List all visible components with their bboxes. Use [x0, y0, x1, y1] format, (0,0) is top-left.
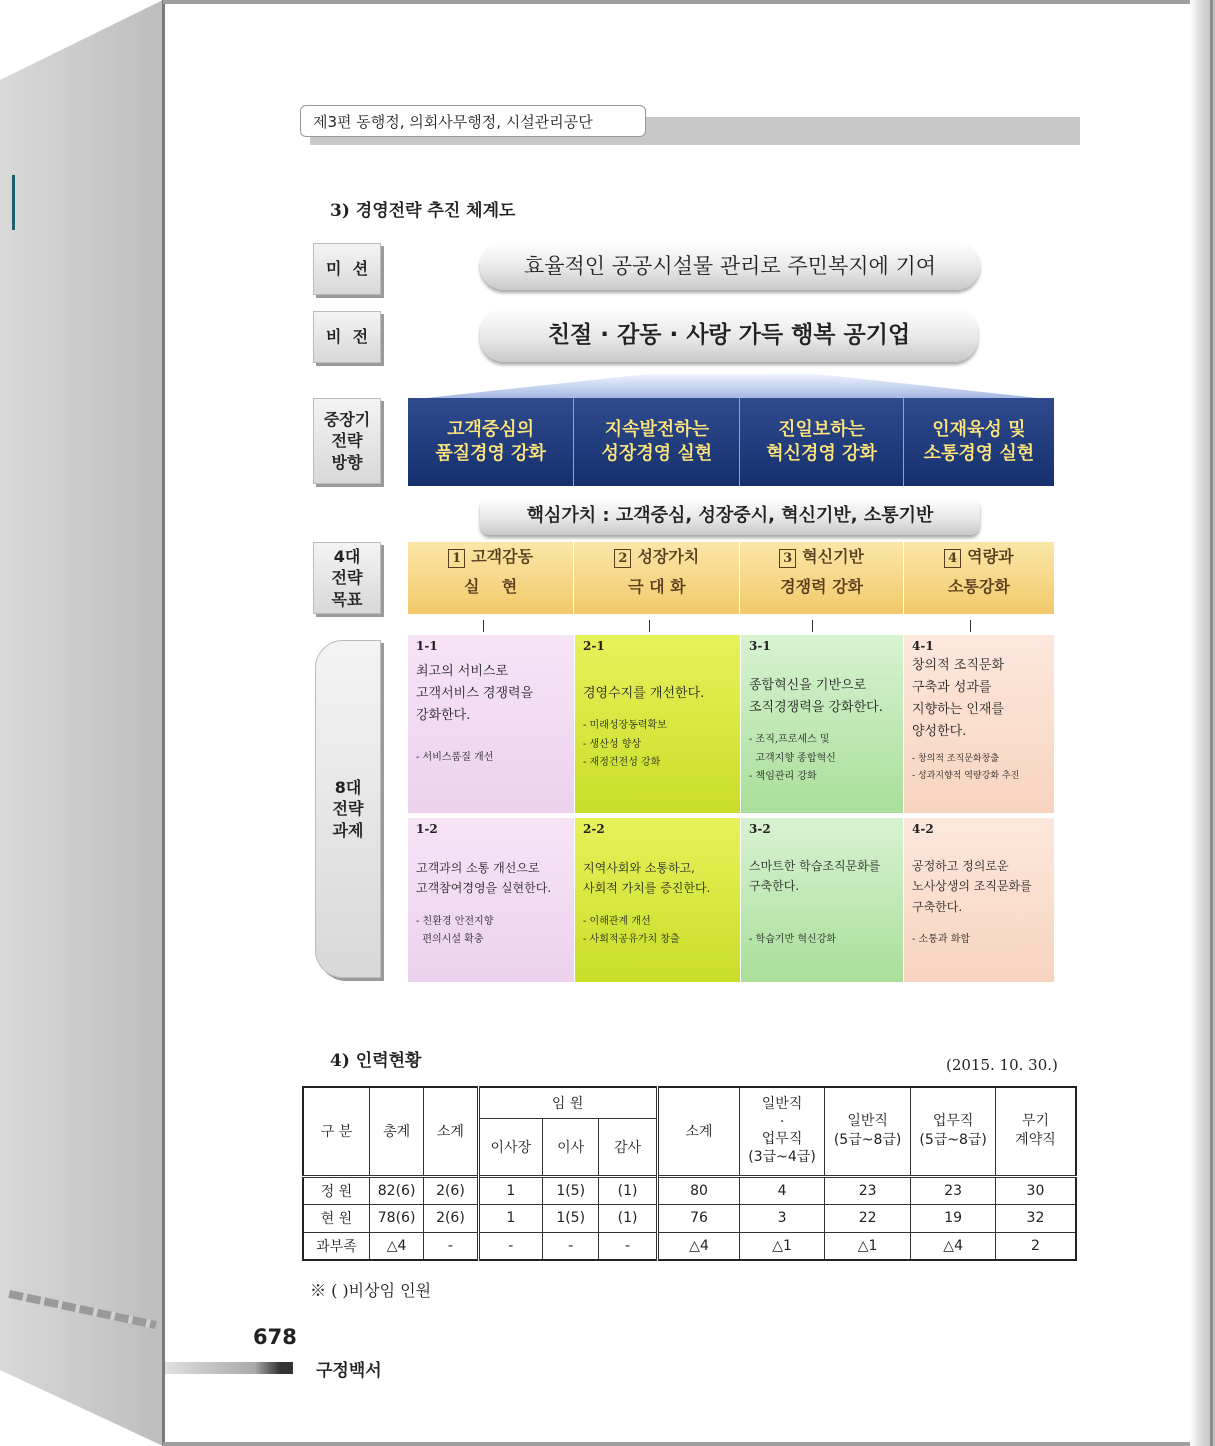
- table-cell: (1): [599, 1204, 657, 1232]
- header-staff-subtotal: 소계: [657, 1087, 740, 1176]
- spine-marker: [12, 175, 15, 230]
- table-cell: 2(6): [424, 1204, 478, 1232]
- table-cell: 19: [911, 1204, 996, 1232]
- header-work-lower: 업무직 (5급~8급): [911, 1087, 996, 1176]
- task-detail: - 친환경 안전지향 편의시설 확충: [416, 915, 494, 946]
- table-cell: 82(6): [369, 1176, 423, 1204]
- label-direction: 중장기 전략 방향: [313, 398, 381, 484]
- page-right-border: [1210, 0, 1213, 1446]
- table-cell: △4: [911, 1232, 996, 1260]
- goal-line1: 고객감동: [471, 547, 534, 566]
- task-detail: - 이해관계 개선 - 사회적공유가치 창출: [583, 915, 680, 946]
- task-text: 고객과의 소통 개선으로 고객참여경영을 실현한다.: [416, 861, 552, 896]
- header-total: 총계: [369, 1087, 423, 1176]
- staff-table: [302, 1086, 1077, 1261]
- task-text: 창의적 조직문화 구축과 성과를 지향하는 인재를 양성한다.: [912, 658, 1005, 740]
- row-label: 현 원: [303, 1204, 369, 1232]
- goal-line1: 혁신기반: [802, 547, 864, 566]
- goals-row: [408, 542, 1054, 614]
- direction-4: 인재육성 및 소통경영 실현: [904, 398, 1054, 486]
- table-cell: 1(5): [543, 1204, 599, 1232]
- task-text: 스마트한 학습조직문화를 구축한다.: [749, 859, 881, 894]
- table-cell: 23: [824, 1176, 911, 1204]
- connector-tick: [970, 620, 971, 632]
- task-text: 종합혁신을 기반으로 조직경쟁력을 강화한다.: [749, 678, 883, 716]
- header-general-lower: 일반직 (5급~8급): [824, 1087, 911, 1176]
- task-detail: - 서비스품질 개선: [416, 752, 494, 764]
- spine-top-cut: [0, 0, 163, 80]
- goal-1: [408, 542, 573, 614]
- table-cell: -: [424, 1232, 478, 1260]
- task-detail: - 미래성장동력확보 - 생산성 향상 - 재정건전성 강화: [583, 720, 667, 769]
- goal-line2: 실 현: [464, 577, 518, 597]
- as-of-date: (2015. 10. 30.): [946, 1056, 1058, 1074]
- table-cell: 32: [995, 1204, 1076, 1232]
- label-tasks: 8대 전략 과제: [315, 640, 381, 978]
- task-2-1: [574, 635, 740, 813]
- label-mission: 미 션: [313, 243, 381, 295]
- table-cell: 1: [478, 1176, 542, 1204]
- goal-line2: 극 대 화: [628, 577, 686, 597]
- connector-tick: [649, 620, 650, 632]
- goal-number: 2: [614, 549, 631, 568]
- row-label: 정 원: [303, 1176, 369, 1204]
- task-detail: - 창의적 조직문화창출 - 성과지향적 역량강화 추진: [912, 754, 1020, 782]
- table-cell: 4: [740, 1176, 825, 1204]
- goal-number: 3: [779, 549, 796, 568]
- task-1-2: [408, 818, 574, 982]
- core-values: 핵심가치 : 고객중심, 성장중시, 혁신기반, 소통기반: [480, 497, 980, 535]
- goal-3: [739, 542, 902, 614]
- spine-bottom-cut: [0, 1370, 163, 1446]
- table-cell: △4: [657, 1232, 740, 1260]
- task-id: 1-2: [416, 822, 438, 836]
- goal-line1: 역량과: [967, 547, 1014, 566]
- staff-table-body: [303, 1176, 1076, 1260]
- goal-4: [903, 542, 1054, 614]
- direction-1: 고객중심의 품질경영 강화: [408, 398, 574, 486]
- label-vision: 비 전: [313, 311, 381, 363]
- task-id: 2-2: [583, 822, 605, 836]
- task-text: 공정하고 정의로운 노사상생의 조직문화를 구축한다.: [912, 859, 1032, 914]
- footer-bar: [165, 1362, 293, 1374]
- table-row: [303, 1204, 1076, 1232]
- task-id: 3-2: [749, 822, 771, 836]
- header-auditor: 감사: [599, 1118, 657, 1176]
- table-cell: 1: [478, 1204, 542, 1232]
- task-id: 2-1: [583, 639, 605, 653]
- connector-tick: [483, 620, 484, 632]
- task-text: 최고의 서비스로 고객서비스 경쟁력을 강화한다.: [416, 664, 534, 724]
- table-cell: -: [478, 1232, 542, 1260]
- table-row: [303, 1176, 1076, 1204]
- direction-3: 진일보하는 혁신경영 강화: [740, 398, 903, 486]
- table-cell: -: [543, 1232, 599, 1260]
- goal-number: 4: [944, 549, 961, 568]
- header-exec-group: 임 원: [478, 1087, 657, 1118]
- page-bottom-border: [163, 1442, 1215, 1446]
- task-id: 1-1: [416, 639, 438, 653]
- task-3-1: [740, 635, 903, 813]
- table-cell: 80: [657, 1176, 740, 1204]
- goal-line1: 성장가치: [637, 547, 700, 566]
- task-id: 4-2: [912, 822, 934, 836]
- goal-number: 1: [448, 549, 465, 568]
- table-row: [303, 1232, 1076, 1260]
- direction-2: 지속발전하는 성장경영 실현: [574, 398, 740, 486]
- table-cell: 2: [995, 1232, 1076, 1260]
- mission-statement: 효율적인 공공시설물 관리로 주민복지에 기여: [480, 242, 980, 290]
- task-text: 경영수지를 개선한다.: [583, 686, 705, 701]
- label-goals: 4대 전략 목표: [313, 542, 381, 614]
- page-top-border: [163, 0, 1215, 4]
- header-exec-subtotal: 소계: [424, 1087, 478, 1176]
- connector-tick: [812, 620, 813, 632]
- table-cell: 2(6): [424, 1176, 478, 1204]
- table-cell: 78(6): [369, 1204, 423, 1232]
- direction-row: [408, 398, 1054, 486]
- task-4-1: [903, 635, 1054, 813]
- row-label: 과부족: [303, 1232, 369, 1260]
- table-cell: 3: [740, 1204, 825, 1232]
- task-detail: - 조직,프로세스 및 고객지향 종합혁신 - 책임관리 강화: [749, 734, 836, 783]
- table-cell: △1: [740, 1232, 825, 1260]
- table-cell: △4: [369, 1232, 423, 1260]
- header-indefinite: 무기 계약직: [995, 1087, 1076, 1176]
- table-cell: -: [599, 1232, 657, 1260]
- task-id: 4-1: [912, 639, 934, 653]
- table-cell: 30: [995, 1176, 1076, 1204]
- tasks-bottom-row: [408, 818, 1054, 982]
- vision-statement: 친절 · 감동 · 사랑 가득 행복 공기업: [480, 308, 978, 362]
- task-id: 3-1: [749, 639, 771, 653]
- tasks-top-row: [408, 635, 1054, 813]
- header-category: 구 분: [303, 1087, 369, 1176]
- table-cell: 23: [911, 1176, 996, 1204]
- chapter-header: 제3편 동행정, 의회사무행정, 시설관리공단: [300, 105, 646, 137]
- table-cell: 1(5): [543, 1176, 599, 1204]
- task-1-1: [408, 635, 574, 813]
- section3-title: 3) 경영전략 추진 체계도: [330, 201, 516, 221]
- header-director: 이사: [543, 1118, 599, 1176]
- task-3-2: [740, 818, 903, 982]
- book-title: 구정백서: [316, 1361, 382, 1381]
- book-spine: [0, 0, 163, 1446]
- goal-line2: 경쟁력 강화: [780, 577, 864, 597]
- page-number: 678: [253, 1325, 297, 1349]
- task-text: 지역사회와 소통하고, 사회적 가치를 증진한다.: [583, 861, 711, 896]
- header-general-upper: 일반직 · 업무직 (3급~4급): [740, 1087, 825, 1176]
- task-detail: - 소통과 화합: [912, 934, 971, 946]
- goal-2: [573, 542, 739, 614]
- table-cell: 22: [824, 1204, 911, 1232]
- goal-line2: 소통강화: [947, 577, 1010, 597]
- table-cell: 76: [657, 1204, 740, 1232]
- task-2-2: [574, 818, 740, 982]
- spine-edge: [162, 0, 165, 1446]
- table-cell: △1: [824, 1232, 911, 1260]
- task-4-2: [903, 818, 1054, 982]
- header-ceo: 이사장: [478, 1118, 542, 1176]
- task-detail: - 학습기반 혁신강화: [749, 933, 837, 945]
- table-note: ※ ( )비상임 인원: [310, 1281, 432, 1300]
- section4-title: 4) 인력현황: [330, 1051, 422, 1071]
- table-cell: (1): [599, 1176, 657, 1204]
